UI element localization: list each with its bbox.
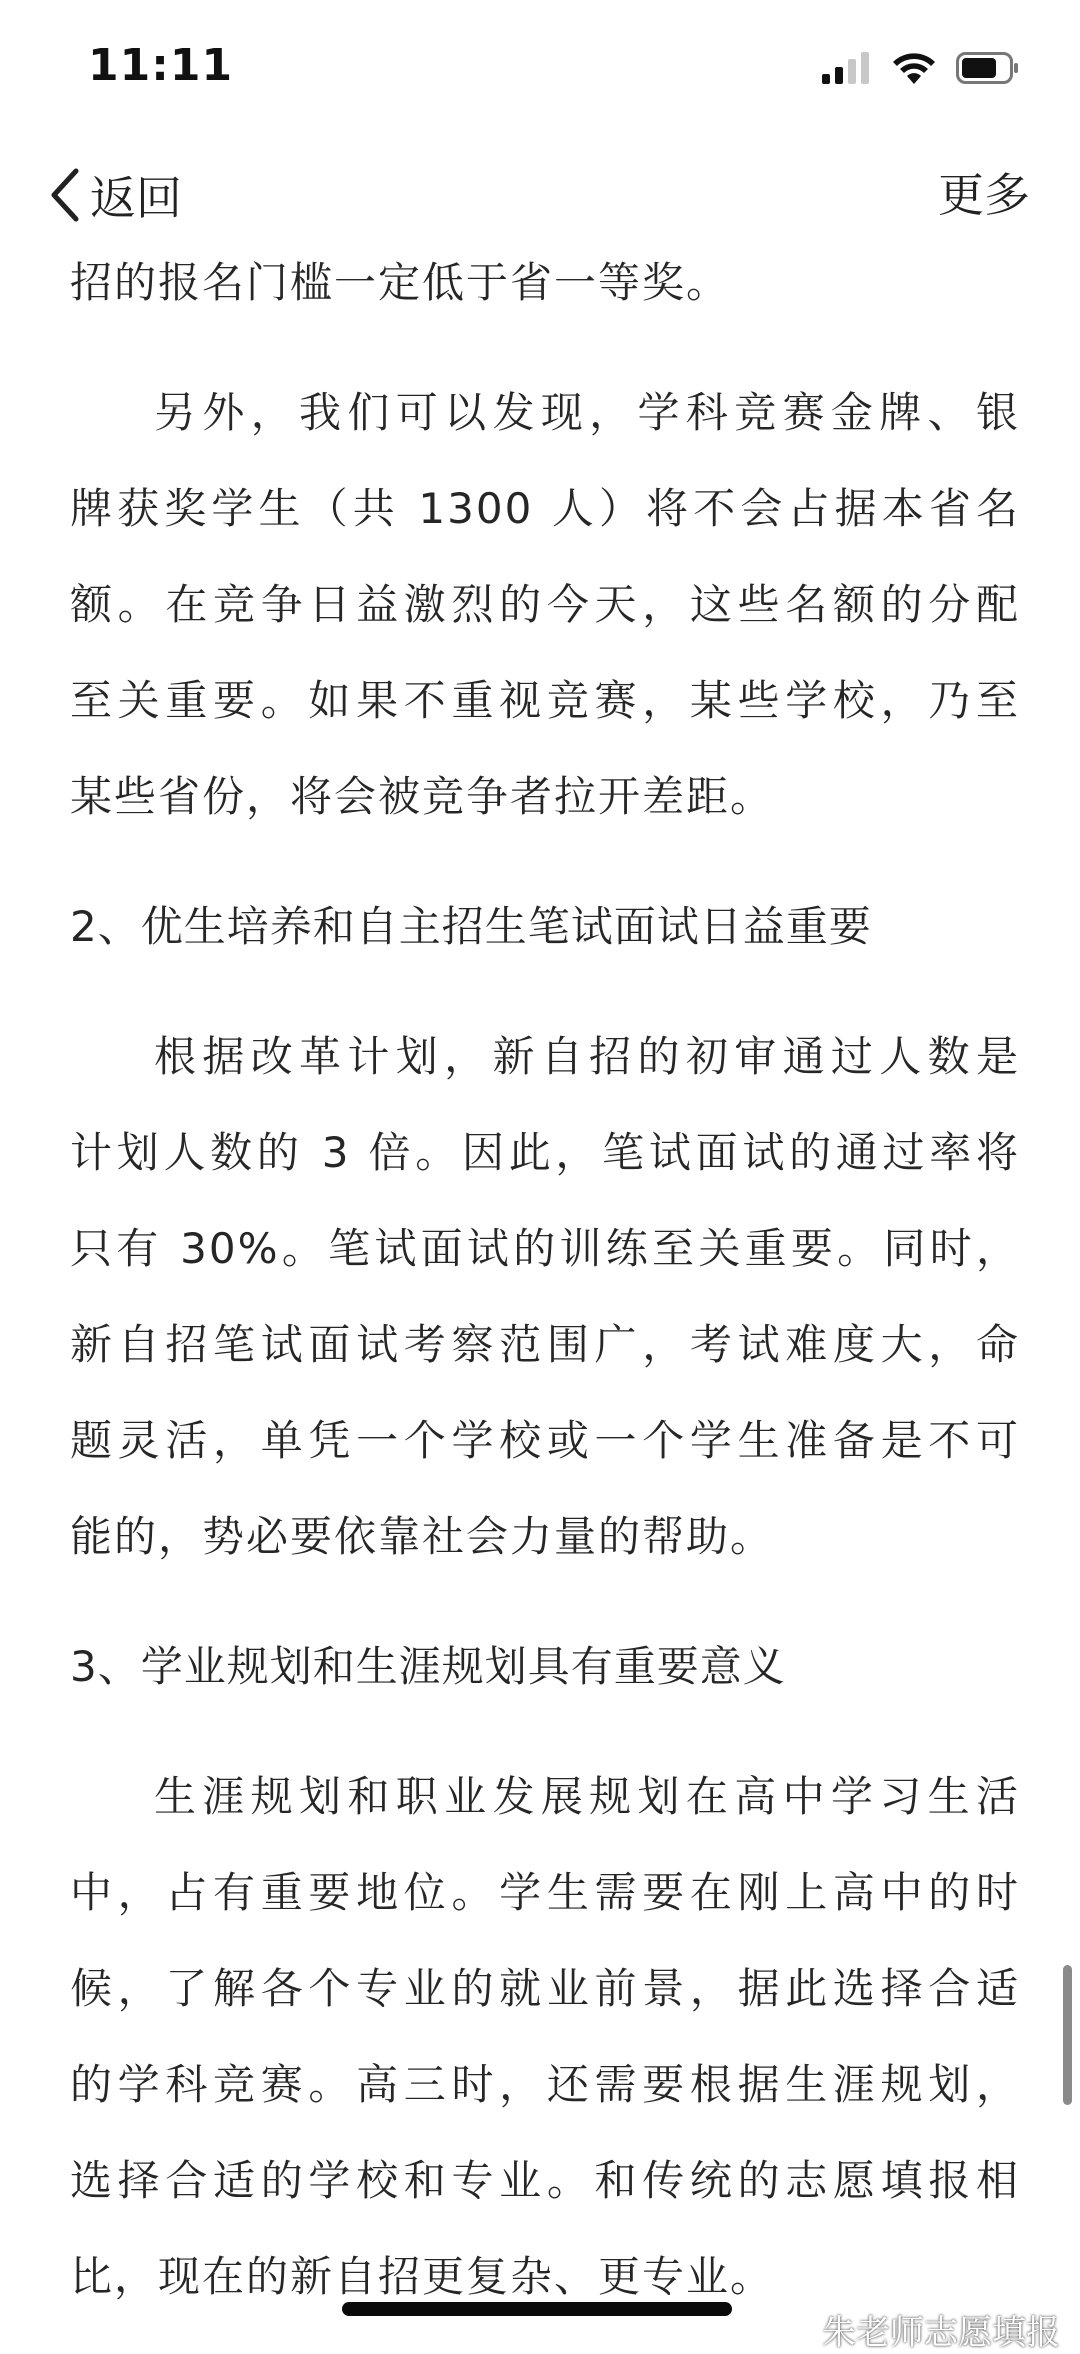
text-line: 选择合适的学校和专业。和传统的志愿填报相 — [70, 2156, 1020, 2205]
more-button[interactable]: 更多 — [938, 168, 1030, 222]
scrollbar[interactable] — [1063, 1965, 1072, 2105]
battery-icon — [956, 52, 1020, 84]
home-indicator[interactable] — [342, 2302, 732, 2316]
chevron-left-icon — [48, 167, 80, 223]
text-line: 至关重要。如果不重视竞赛，某些学校，乃至 — [70, 676, 1020, 725]
text-line: 招的报名门槛一定低于省一等奖。 — [70, 258, 731, 307]
paragraph-exam — [70, 1009, 1020, 1585]
text-line: 另外，我们可以发现，学科竞赛金牌、银 — [154, 388, 1020, 437]
article-body — [70, 235, 1020, 2325]
status-bar — [0, 0, 1080, 135]
paragraph-competition — [70, 365, 1020, 845]
text-line: 的学科竞赛。高三时，还需要根据生涯规划， — [70, 2060, 1020, 2109]
back-label: 返回 — [90, 171, 182, 225]
text-line: 某些省份，将会被竞争者拉开差距。 — [70, 772, 775, 821]
text-line: 计划人数的 3 倍。因此，笔试面试的通过率将 — [70, 1128, 1020, 1177]
wechat-icon — [772, 2313, 812, 2347]
wifi-icon — [892, 51, 936, 85]
nav-bar — [0, 150, 1080, 240]
text-line: 候，了解各个专业的就业前景，据此选择合适 — [70, 1964, 1020, 2013]
section-heading-3: 3、学业规划和生涯规划具有重要意义 — [70, 1642, 786, 1691]
text-line: 额。在竞争日益激烈的今天，这些名额的分配 — [70, 580, 1020, 629]
text-line: 只有 30%。笔试面试的训练至关重要。同时， — [70, 1224, 1020, 1273]
text-line: 牌获奖学生（共 1300 人）将不会占据本省名 — [70, 484, 1020, 533]
watermark-text: 朱老师志愿填报 — [822, 2313, 1060, 2353]
cellular-signal-icon — [822, 52, 872, 84]
paragraph-planning — [70, 1749, 1020, 2325]
text-line: 能的，势必要依靠社会力量的帮助。 — [70, 1512, 775, 1561]
text-line: 题灵活，单凭一个学校或一个学生准备是不可 — [70, 1416, 1020, 1465]
status-icons — [802, 48, 1020, 88]
text-line: 根据改革计划，新自招的初审通过人数是 — [154, 1032, 1020, 1081]
status-time: 11:11 — [88, 40, 234, 91]
back-button[interactable] — [48, 160, 182, 230]
text-line: 新自招笔试面试考察范围广，考试难度大，命 — [70, 1320, 1020, 1369]
watermark — [772, 2305, 1060, 2354]
text-line: 生涯规划和职业发展规划在高中学习生活 — [154, 1772, 1020, 1821]
section-heading-2: 2、优生培养和自主招生笔试面试日益重要 — [70, 902, 872, 951]
text-line: 中，占有重要地位。学生需要在刚上高中的时 — [70, 1868, 1020, 1917]
text-line: 比，现在的新自招更复杂、更专业。 — [70, 2252, 775, 2301]
